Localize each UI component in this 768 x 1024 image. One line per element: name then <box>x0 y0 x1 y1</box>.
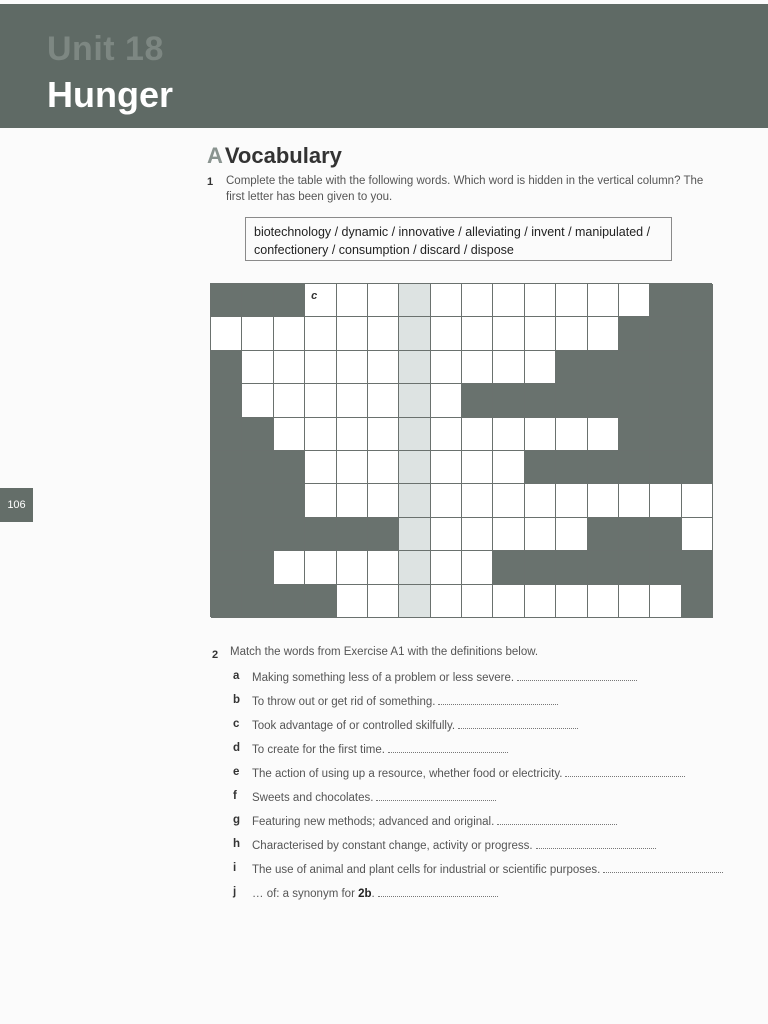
crossword-cell[interactable] <box>305 418 336 451</box>
word-box-line-1: biotechnology / dynamic / innovative / alleviating / invent / manipulated / <box>254 225 651 239</box>
crossword-hidden-column-cell[interactable] <box>399 351 430 384</box>
crossword-shaded-cell <box>619 351 650 384</box>
crossword-cell[interactable] <box>368 384 399 417</box>
crossword-hidden-column-cell[interactable] <box>399 551 430 584</box>
crossword-cell[interactable] <box>337 484 368 517</box>
crossword-cell[interactable] <box>556 484 587 517</box>
crossword-cell[interactable] <box>493 484 524 517</box>
crossword-cell[interactable] <box>368 351 399 384</box>
crossword-cell[interactable] <box>431 551 462 584</box>
definition-text: The use of animal and plant cells for industrial or scientific purposes. <box>252 864 601 876</box>
crossword-cell[interactable] <box>493 518 524 551</box>
crossword-shaded-cell <box>242 484 273 517</box>
answer-blank[interactable] <box>517 670 637 681</box>
crossword-shaded-cell <box>619 317 650 350</box>
crossword-cell[interactable] <box>525 351 556 384</box>
crossword-cell[interactable] <box>337 351 368 384</box>
crossword-cell[interactable] <box>462 317 493 350</box>
crossword-cell[interactable] <box>619 585 650 618</box>
definition-label: e <box>233 766 240 778</box>
crossword-cell[interactable] <box>337 317 368 350</box>
crossword-cell[interactable] <box>619 284 650 317</box>
crossword-shaded-cell <box>619 551 650 584</box>
crossword-shaded-cell <box>305 518 336 551</box>
answer-blank[interactable] <box>376 790 496 801</box>
crossword-shaded-cell <box>650 418 681 451</box>
crossword-shaded-cell <box>588 351 619 384</box>
crossword-cell[interactable] <box>337 451 368 484</box>
crossword-cell[interactable] <box>431 451 462 484</box>
crossword-cell[interactable] <box>368 551 399 584</box>
crossword-hidden-column-cell[interactable] <box>399 284 430 317</box>
definition-text: Took advantage of or controlled skilfully. <box>252 720 456 732</box>
crossword-shaded-cell <box>211 518 242 551</box>
crossword-shaded-cell <box>556 451 587 484</box>
definition-label: c <box>233 718 240 730</box>
crossword-shaded-cell <box>682 551 713 584</box>
crossword-cell[interactable] <box>556 284 587 317</box>
crossword-cell[interactable] <box>431 484 462 517</box>
exercise-1-number: 1 <box>207 176 214 188</box>
word-box <box>245 217 672 261</box>
definition-reference: 2b <box>358 888 372 900</box>
crossword-shaded-cell <box>368 518 399 551</box>
crossword-shaded-cell <box>305 585 336 618</box>
crossword-cell[interactable] <box>462 284 493 317</box>
crossword-shaded-cell <box>493 384 524 417</box>
crossword-cell[interactable] <box>274 317 305 350</box>
crossword-cell[interactable] <box>493 284 524 317</box>
unit-header <box>0 4 768 128</box>
crossword-hidden-column-cell[interactable] <box>399 484 430 517</box>
crossword-shaded-cell <box>682 317 713 350</box>
section-title <box>207 143 342 169</box>
crossword-shaded-cell <box>682 451 713 484</box>
crossword-cell[interactable] <box>556 317 587 350</box>
crossword-shaded-cell <box>682 284 713 317</box>
crossword-cell[interactable] <box>337 284 368 317</box>
crossword-cell[interactable] <box>493 317 524 350</box>
answer-blank[interactable] <box>378 886 498 897</box>
crossword-cell[interactable] <box>431 384 462 417</box>
crossword-shaded-cell <box>211 284 242 317</box>
crossword-shaded-cell <box>274 451 305 484</box>
crossword-shaded-cell <box>619 384 650 417</box>
answer-blank[interactable] <box>438 694 558 705</box>
crossword-shaded-cell <box>211 585 242 618</box>
crossword-shaded-cell <box>588 551 619 584</box>
answer-blank[interactable] <box>497 814 617 825</box>
crossword-hidden-column-cell[interactable] <box>399 317 430 350</box>
crossword-cell[interactable] <box>556 418 587 451</box>
crossword-shaded-cell <box>650 451 681 484</box>
crossword-cell[interactable] <box>556 585 587 618</box>
crossword-cell[interactable] <box>493 585 524 618</box>
crossword-shaded-cell <box>274 284 305 317</box>
crossword-shaded-cell <box>650 284 681 317</box>
crossword-cell[interactable] <box>493 418 524 451</box>
crossword-cell[interactable] <box>525 518 556 551</box>
crossword-hidden-column-cell[interactable] <box>399 585 430 618</box>
crossword-shaded-cell <box>682 418 713 451</box>
crossword-shaded-cell <box>493 551 524 584</box>
crossword-cell[interactable] <box>368 317 399 350</box>
exercise-2-number: 2 <box>212 649 219 661</box>
crossword-cell[interactable] <box>337 551 368 584</box>
crossword-shaded-cell <box>619 518 650 551</box>
crossword-cell[interactable] <box>493 351 524 384</box>
given-first-letter: c <box>311 290 318 302</box>
definition-text: The action of using up a resource, whether food or electricity. <box>252 768 563 780</box>
crossword-cell[interactable] <box>431 317 462 350</box>
crossword-cell[interactable] <box>525 284 556 317</box>
crossword-shaded-cell <box>274 585 305 618</box>
crossword-cell[interactable] <box>431 418 462 451</box>
answer-blank[interactable] <box>565 766 685 777</box>
crossword-cell[interactable] <box>211 317 242 350</box>
crossword-hidden-column-cell[interactable] <box>399 418 430 451</box>
crossword-shaded-cell <box>619 451 650 484</box>
crossword-shaded-cell <box>619 418 650 451</box>
unit-title: Hunger <box>47 74 173 115</box>
crossword-cell[interactable] <box>462 351 493 384</box>
crossword-shaded-cell <box>682 351 713 384</box>
crossword-shaded-cell <box>556 351 587 384</box>
crossword-cell[interactable] <box>556 518 587 551</box>
crossword-shaded-cell <box>556 384 587 417</box>
crossword-cell[interactable] <box>462 418 493 451</box>
crossword-cell[interactable] <box>305 551 336 584</box>
crossword-cell[interactable] <box>305 384 336 417</box>
definition-text: Characterised by constant change, activity or progress. <box>252 840 533 852</box>
crossword-shaded-cell <box>650 317 681 350</box>
crossword-cell[interactable] <box>431 284 462 317</box>
crossword-cell[interactable] <box>305 284 336 317</box>
crossword-cell[interactable] <box>462 585 493 618</box>
crossword-cell[interactable] <box>462 551 493 584</box>
crossword-hidden-column-cell[interactable] <box>399 451 430 484</box>
crossword-cell[interactable] <box>274 351 305 384</box>
definition-text: Featuring new methods; advanced and original. <box>252 816 495 828</box>
definition-text: To create for the first time. <box>252 744 385 756</box>
exercise-2-instruction: Match the words from Exercise A1 with the definitions below. <box>230 646 539 658</box>
crossword-cell[interactable] <box>305 451 336 484</box>
crossword-cell[interactable] <box>305 351 336 384</box>
crossword-cell[interactable] <box>493 451 524 484</box>
crossword-shaded-cell <box>211 418 242 451</box>
crossword-cell[interactable] <box>650 484 681 517</box>
unit-number: Unit 18 <box>47 30 164 68</box>
exercise-1-instruction: Complete the table with the following words. Which word is hidden in the vertical column? The first letter has been given to you. <box>226 175 704 203</box>
crossword-cell[interactable] <box>462 451 493 484</box>
definition-text: Sweets and chocolates. <box>252 792 374 804</box>
crossword-cell[interactable] <box>650 585 681 618</box>
crossword-shaded-cell <box>650 518 681 551</box>
section-letter: A <box>207 143 223 168</box>
crossword-cell[interactable] <box>588 585 619 618</box>
page-number: 106 <box>0 488 33 522</box>
crossword-cell[interactable] <box>274 418 305 451</box>
crossword-shaded-cell <box>211 551 242 584</box>
crossword-cell[interactable] <box>337 418 368 451</box>
crossword-cell[interactable] <box>337 384 368 417</box>
crossword-cell[interactable] <box>368 418 399 451</box>
crossword-cell[interactable] <box>462 518 493 551</box>
crossword-shaded-cell <box>525 551 556 584</box>
definition-text: To throw out or get rid of something. <box>252 696 436 708</box>
crossword-shaded-cell <box>211 384 242 417</box>
crossword-cell[interactable] <box>525 484 556 517</box>
crossword-cell[interactable] <box>431 518 462 551</box>
crossword-shaded-cell <box>556 551 587 584</box>
crossword-shaded-cell <box>242 551 273 584</box>
crossword-cell[interactable] <box>305 317 336 350</box>
crossword-cell[interactable] <box>368 484 399 517</box>
crossword-shaded-cell <box>211 451 242 484</box>
crossword-cell[interactable] <box>588 317 619 350</box>
crossword-cell[interactable] <box>368 451 399 484</box>
crossword-cell[interactable] <box>588 484 619 517</box>
crossword-cell[interactable] <box>242 351 273 384</box>
crossword-hidden-column-cell[interactable] <box>399 384 430 417</box>
crossword-cell[interactable] <box>462 484 493 517</box>
crossword-cell[interactable] <box>682 484 713 517</box>
crossword-shaded-cell <box>242 418 273 451</box>
definition-label: i <box>233 862 237 874</box>
answer-blank[interactable] <box>458 718 578 729</box>
crossword-cell[interactable] <box>368 585 399 618</box>
crossword-cell[interactable] <box>525 317 556 350</box>
crossword-shaded-cell <box>337 518 368 551</box>
crossword-shaded-cell <box>211 351 242 384</box>
crossword-shaded-cell <box>274 484 305 517</box>
crossword-shaded-cell <box>650 384 681 417</box>
crossword-cell[interactable] <box>242 384 273 417</box>
crossword-shaded-cell <box>525 451 556 484</box>
crossword-hidden-column-cell[interactable] <box>399 518 430 551</box>
crossword-shaded-cell <box>650 351 681 384</box>
definition-label: d <box>233 742 241 754</box>
definition-label: a <box>233 670 240 682</box>
crossword-shaded-cell <box>211 484 242 517</box>
answer-blank[interactable] <box>603 862 723 873</box>
crossword-shaded-cell <box>242 518 273 551</box>
crossword-cell[interactable] <box>525 585 556 618</box>
definition-label: g <box>233 814 241 826</box>
crossword-shaded-cell <box>242 585 273 618</box>
crossword-cell[interactable] <box>242 317 273 350</box>
crossword-shaded-cell <box>588 518 619 551</box>
crossword-shaded-cell <box>682 384 713 417</box>
crossword-shaded-cell <box>462 384 493 417</box>
crossword-shaded-cell <box>242 284 273 317</box>
crossword-cell[interactable] <box>431 351 462 384</box>
crossword-cell[interactable] <box>588 284 619 317</box>
crossword-shaded-cell <box>242 451 273 484</box>
definition-text: … of: a synonym for <box>252 888 359 900</box>
crossword-shaded-cell <box>588 384 619 417</box>
answer-blank[interactable] <box>536 838 656 849</box>
definition-label: f <box>233 790 237 802</box>
crossword-cell[interactable] <box>337 585 368 618</box>
crossword-cell[interactable] <box>525 418 556 451</box>
answer-blank[interactable] <box>388 742 508 753</box>
definition-label: b <box>233 694 241 706</box>
definition-text: Making something less of a problem or less severe. <box>252 672 515 684</box>
crossword-cell[interactable] <box>274 384 305 417</box>
crossword-cell[interactable] <box>368 284 399 317</box>
crossword-shaded-cell <box>588 451 619 484</box>
crossword-shaded-cell <box>274 518 305 551</box>
crossword-cell[interactable] <box>682 518 713 551</box>
definition-label: h <box>233 838 241 850</box>
crossword-cell[interactable] <box>588 418 619 451</box>
crossword-cell[interactable] <box>305 484 336 517</box>
crossword-grid <box>210 283 712 617</box>
word-box-line-2: confectionery / consumption / discard / dispose <box>254 243 514 257</box>
definition-end: . <box>371 888 375 900</box>
crossword-cell[interactable] <box>619 484 650 517</box>
crossword-cell[interactable] <box>431 585 462 618</box>
definition-label: j <box>233 886 237 898</box>
crossword-shaded-cell <box>650 551 681 584</box>
crossword-shaded-cell <box>682 585 713 618</box>
section-name: Vocabulary <box>224 143 342 168</box>
crossword-cell[interactable] <box>274 551 305 584</box>
crossword-shaded-cell <box>525 384 556 417</box>
